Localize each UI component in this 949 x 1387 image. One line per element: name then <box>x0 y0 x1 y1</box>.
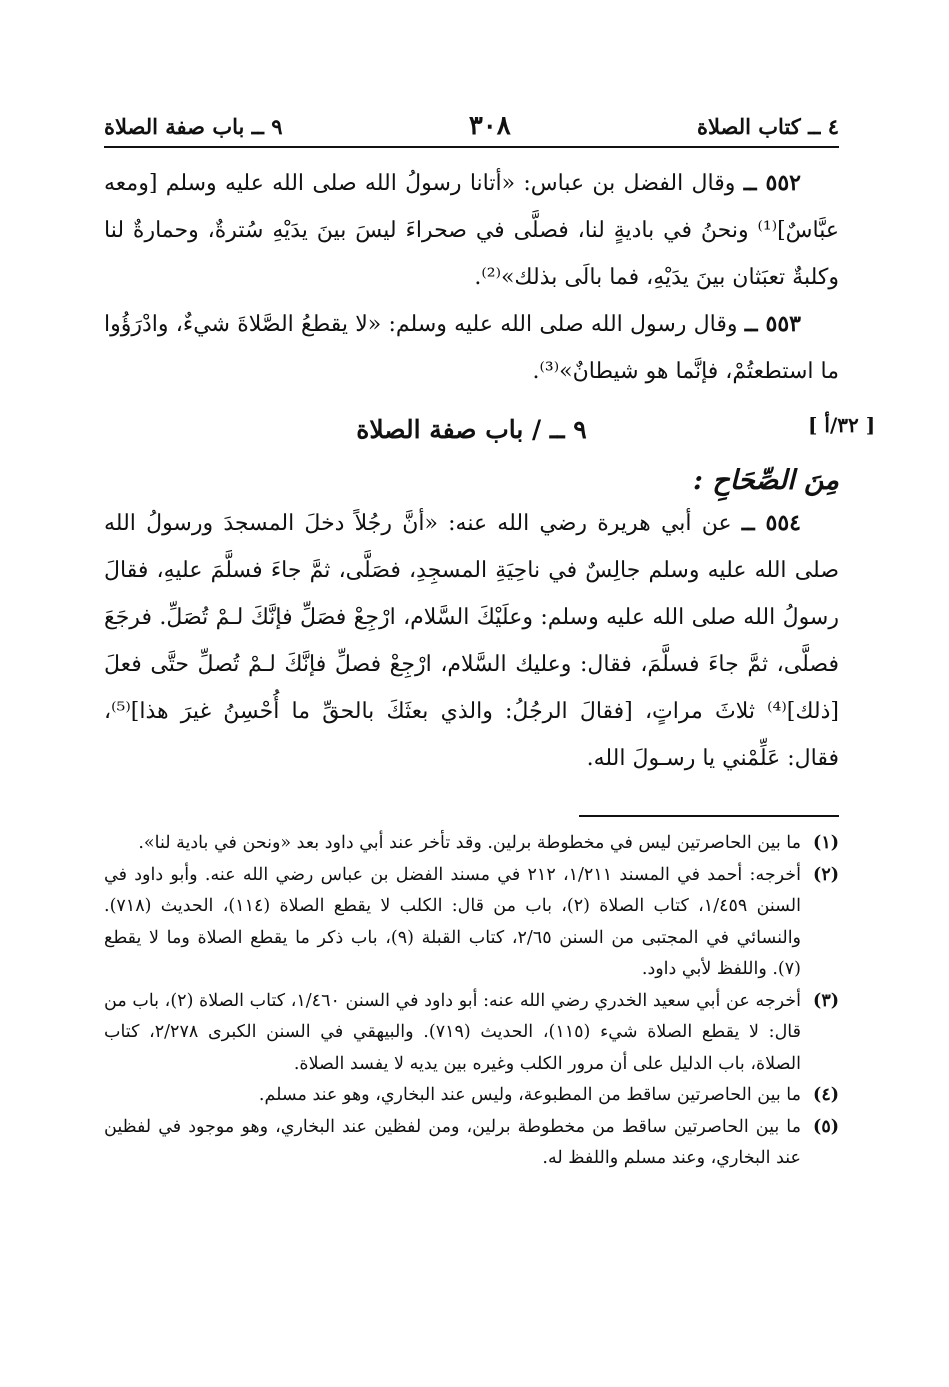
footnote-marker: (٤) <box>813 1085 839 1105</box>
footnote-text: أخرجه عن أبي سعيد الخدري رضي الله عنه: أبو داود في السنن ١/٤٦٠، كتاب الصلاة (٢)، باب من قال: لا يقطع الصلاة شيء (١١٥)، الحديث (٧١٩). والبيهقي في السنن الكبرى ٢/٢٧٨، كتاب الصلاة، باب الدليل على أن مرور الكلب وغيره بين يديه لا يفسد الصلاة. <box>104 990 801 1074</box>
footnote <box>104 828 839 860</box>
header-rule <box>104 146 839 148</box>
footnote-rule <box>579 815 839 817</box>
footnote <box>104 1080 839 1112</box>
footnote-text: ما بين الحاصرتين ساقط من مخطوطة برلين، ومن لفظين عند البخاري، وهو موجود في لفظين عند البخاري، وعند مسلم واللفظ له. <box>104 1116 801 1168</box>
book-chapter-title: ٤ ــ كتاب الصلاة <box>697 113 839 139</box>
hadith-paragraph <box>104 160 839 301</box>
footnote-text: ما بين الحاصرتين ساقط من المطبوعة، وليس عند البخاري، وهو عند مسلم. <box>258 1085 801 1105</box>
hadith-text: وقال رسول الله صلى الله عليه وسلم: «لا يقطعُ الصَّلاةَ شيءٌ، وادْرَؤُوا ما استطعتُمْ، فإنَّما هو شيطانٌ»⁽³⁾. <box>104 312 839 384</box>
footnote-marker: (٣) <box>813 990 839 1011</box>
section-chapter-title: ٩ ــ باب صفة الصلاة <box>104 113 283 139</box>
hadith-number: ٥٥٤ ــ <box>741 510 801 536</box>
hadith-number: ٥٥٣ ــ <box>744 311 801 337</box>
footnote-marker: (١) <box>813 833 839 853</box>
footnote <box>104 986 839 1081</box>
footnote <box>104 860 839 986</box>
hadith-paragraph <box>104 500 839 782</box>
hadith-paragraph <box>104 301 839 395</box>
manuscript-folio-ref: [ ٣٢/أ ] <box>808 413 876 437</box>
footnote-marker: (٢) <box>813 864 839 885</box>
footnote <box>104 1112 839 1175</box>
running-header <box>104 108 839 144</box>
footnotes <box>104 828 839 1175</box>
page-number: ٣٠٨ <box>468 111 511 141</box>
footnote-text: أخرجه: أحمد في المسند ١/٢١١، ٢١٢ في مسند الفضل بن عباس رضي الله عنه. وأبو داود في السنن ١/٤٥٩، كتاب الصلاة (٢)، باب من قال: الكلب لا يقطع الصلاة (١١٤)، الحديث (٧١٨). والنسائي في المجتبى من السنن ٢/٦٥، كتاب القبلة (٩)، باب ذكر ما يقطع الصلاة وما لا يقطع (٧). واللفظ لأبي داود. <box>104 864 802 979</box>
main-text-bottom <box>104 500 839 782</box>
footnote-text: ما بين الحاصرتين ليس في مخطوطة برلين. وقد تأخر عند أبي داود بعد «ونحن في بادية لنا». <box>138 833 801 853</box>
main-text-top <box>104 160 839 395</box>
chapter-title: ٩ ــ / باب صفة الصلاة <box>356 415 587 444</box>
section-label: مِنَ الصِّحَاحِ : <box>692 465 839 496</box>
hadith-text: عن أبي هريرة رضي الله عنه: «أنَّ رجُلاً دخلَ المسجدَ ورسولُ الله صلى الله عليه وسلم جالِسٌ في ناحِيَةِ المسجِدِ، فصَلَّى، ثمَّ جاءَ فسلَّمَ عليهِ، فقالَ رسولُ الله صلى الله عليه وسلم: وعلَيْكَ السَّلام، ارْجِعْ فصَلِّ فإنَّكَ لـمْ تُصَلِّ. فرجَعَ فصلَّى، ثمَّ جاءَ فسلَّمَ، فقال: وعليك السَّلام، ارْجِعْ فصلِّ فإنَّكَ لـمْ تُصلِّ حتَّى فعلَ [ذلك]⁽⁴⁾ ثلاثَ مراتٍ، [فقالَ الرجُلُ: والذي بعثَكَ بالحقِّ ما أُحْسِنُ غيرَ هذا]⁽⁵⁾، فقال: عَلِّمْني يا رسـولَ الله. <box>104 511 839 771</box>
hadith-number: ٥٥٢ ــ <box>743 170 801 196</box>
hadith-text: وقال الفضل بن عباس: «أتانا رسولُ الله صلى الله عليه وسلم [ومعه عبَّاسٌ]⁽¹⁾ ونحنُ في باديةٍ لنا، فصلَّى في صحراءَ ليسَ بينَ يدَيْهِ سُترةٌ، وحمارةٌ لنا وكلبةٌ تعبَثان بينَ يدَيْهِ، فما بالَى بذلك»⁽²⁾. <box>104 171 839 290</box>
footnote-marker: (٥) <box>813 1116 839 1137</box>
